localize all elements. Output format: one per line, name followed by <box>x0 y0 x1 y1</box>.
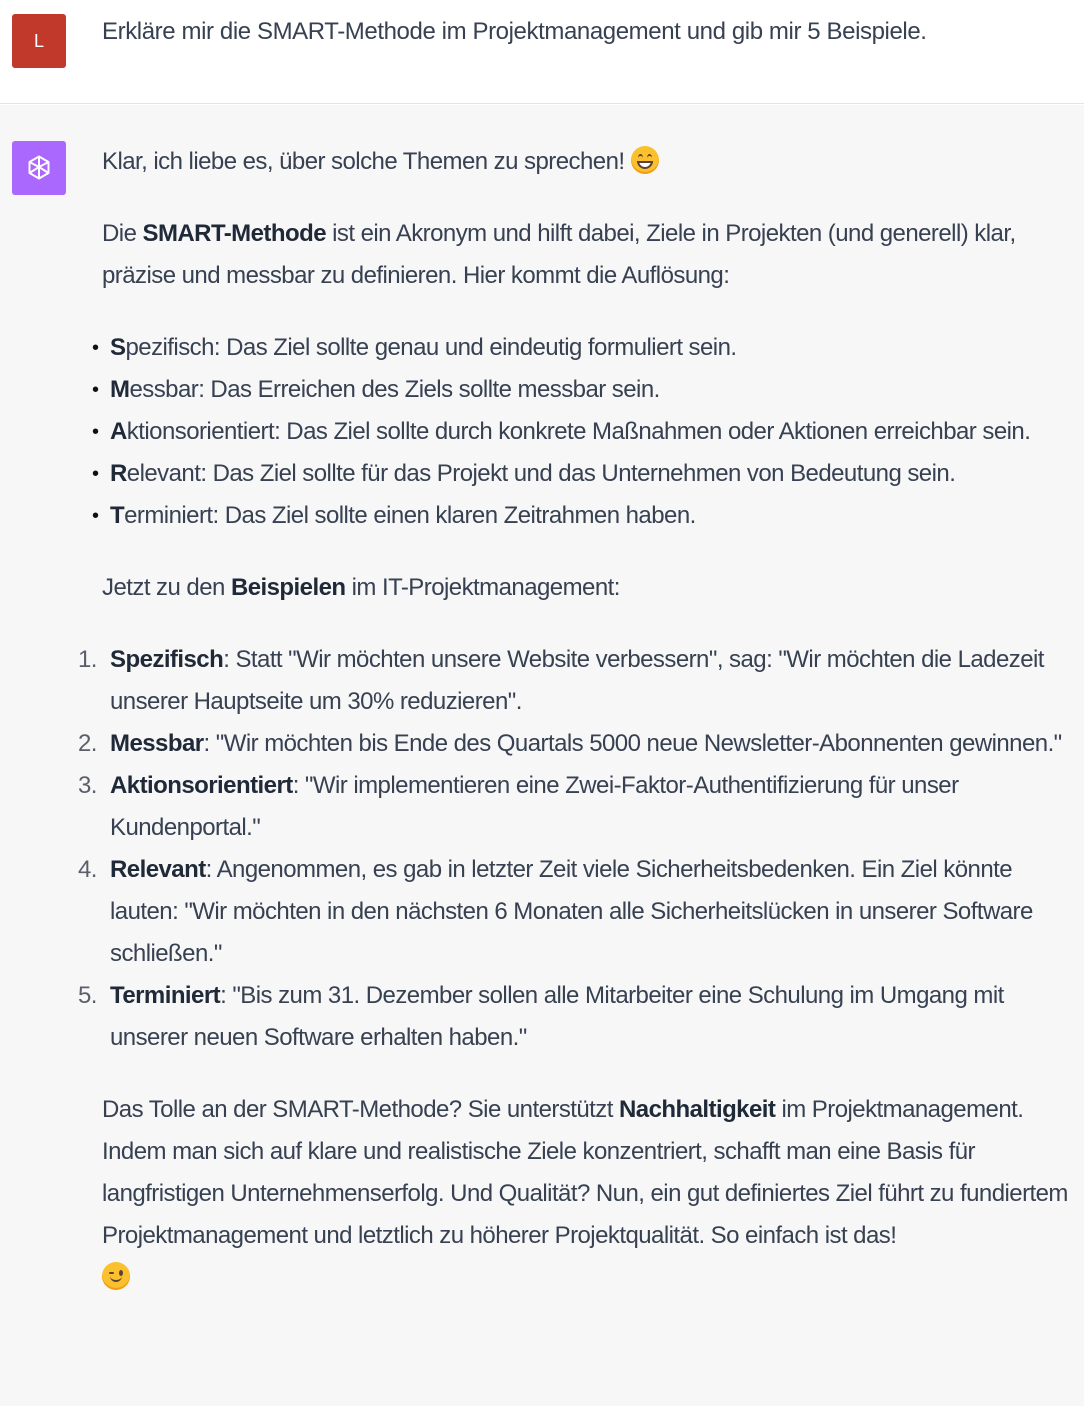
smart-letters-list <box>92 327 1072 537</box>
conclusion-prefix: Das Tolle an der SMART-Methode? Sie unterstützt <box>102 1096 619 1123</box>
list-item <box>78 849 1072 975</box>
conclusion-paragraph <box>102 1089 1072 1299</box>
list-number: 1. <box>78 646 97 673</box>
example-text: : "Wir implementieren eine Zwei-Faktor-Authentifizierung für unser Kundenportal." <box>110 772 959 841</box>
examples-intro-prefix: Jetzt zu den <box>102 574 231 601</box>
definition-prefix: Die <box>102 220 143 247</box>
example-text: : Statt "Wir möchten unsere Website verbessern", sag: "Wir möchten die Ladezeit unserer Hauptseite um 30% reduzieren". <box>110 646 1044 715</box>
letter-description: erminiert: Das Ziel sollte einen klaren Zeitrahmen haben. <box>124 502 696 529</box>
list-item <box>92 495 1072 537</box>
list-item <box>92 327 1072 369</box>
intro-text: Klar, ich liebe es, über solche Themen zu sprechen! <box>102 148 625 175</box>
list-item <box>78 723 1072 765</box>
letter: S <box>110 334 126 361</box>
example-title: Terminiert <box>110 982 221 1009</box>
bullet-icon: • <box>92 421 99 443</box>
letter-description: elevant: Das Ziel sollte für das Projekt und das Unternehmen von Bedeutung sein. <box>126 460 956 487</box>
example-title: Messbar <box>110 730 204 757</box>
example-text: : "Wir möchten bis Ende des Quartals 5000 neue Newsletter-Abonnenten gewinnen." <box>203 730 1062 757</box>
grinning-face-emoji <box>631 146 659 174</box>
conclusion-suffix: im Projektmanagement. Indem man sich auf klare und realistische Ziele konzentriert, schafft man eine Basis für langfristigen Unternehmenserfolg. Und Qualität? Nun, ein gut definiertes Ziel führt zu fundiertem Projektmanagement und letztlich zu höherer Projektqualität. So einfach ist das! <box>102 1096 1068 1249</box>
user-avatar <box>12 14 66 68</box>
list-number: 3. <box>78 772 97 799</box>
example-title: Relevant <box>110 856 206 883</box>
user-avatar-initial: L <box>33 30 44 51</box>
list-item <box>78 975 1072 1059</box>
letter-description: essbar: Das Erreichen des Ziels sollte messbar sein. <box>129 376 660 403</box>
examples-intro-bold: Beispielen <box>230 574 346 601</box>
list-item <box>78 765 1072 849</box>
list-item <box>92 369 1072 411</box>
examples-intro-paragraph <box>102 567 1072 609</box>
definition-bold: SMART-Methode <box>142 220 326 247</box>
user-message-text: Erkläre mir die SMART-Methode im Projektmanagement und gib mir 5 Beispiele. <box>102 18 927 45</box>
examples-list <box>78 639 1072 1059</box>
examples-intro-suffix: im IT-Projektmanagement: <box>345 574 620 601</box>
list-number: 4. <box>78 856 97 883</box>
example-title: Aktionsorientiert <box>110 772 293 799</box>
example-text: : Angenommen, es gab in letzter Zeit viele Sicherheitsbedenken. Ein Ziel könnte lauten: "Wir möchten in den nächsten 6 Monaten alle Sicherheitslücken in unserer Software schließen." <box>110 856 1033 967</box>
user-message <box>0 0 1084 104</box>
letter: A <box>110 418 127 445</box>
letter: R <box>110 460 127 487</box>
letter-description: ktionsorientiert: Das Ziel sollte durch konkrete Maßnahmen oder Aktionen erreichbar sein. <box>126 418 1031 445</box>
bullet-icon: • <box>92 505 99 527</box>
letter: M <box>110 376 130 403</box>
winking-face-emoji <box>102 1262 130 1290</box>
letter: T <box>110 502 125 529</box>
definition-paragraph <box>102 213 1072 297</box>
list-item <box>92 453 1072 495</box>
bullet-icon: • <box>92 337 99 359</box>
assistant-avatar <box>12 141 66 195</box>
intro-paragraph <box>102 141 1072 183</box>
conclusion-bold: Nachhaltigkeit <box>619 1096 776 1123</box>
list-number: 5. <box>78 982 97 1009</box>
assistant-message <box>0 105 1084 1406</box>
bullet-icon: • <box>92 463 99 485</box>
example-title: Spezifisch <box>110 646 224 673</box>
letter-description: pezifisch: Das Ziel sollte genau und eindeutig formuliert sein. <box>125 334 737 361</box>
definition-suffix: ist ein Akronym und hilft dabei, Ziele in Projekten (und generell) klar, präzise und messbar zu definieren. Hier kommt die Auflösung: <box>102 220 1016 289</box>
bullet-icon: • <box>92 379 99 401</box>
list-number: 2. <box>78 730 97 757</box>
list-item <box>92 411 1072 453</box>
example-text: : "Bis zum 31. Dezember sollen alle Mitarbeiter eine Schulung im Umgang mit unserer neuen Software erhalten haben." <box>110 982 1004 1051</box>
openai-logo-icon <box>23 152 55 184</box>
list-item <box>78 639 1072 723</box>
assistant-response <box>78 141 1072 1299</box>
